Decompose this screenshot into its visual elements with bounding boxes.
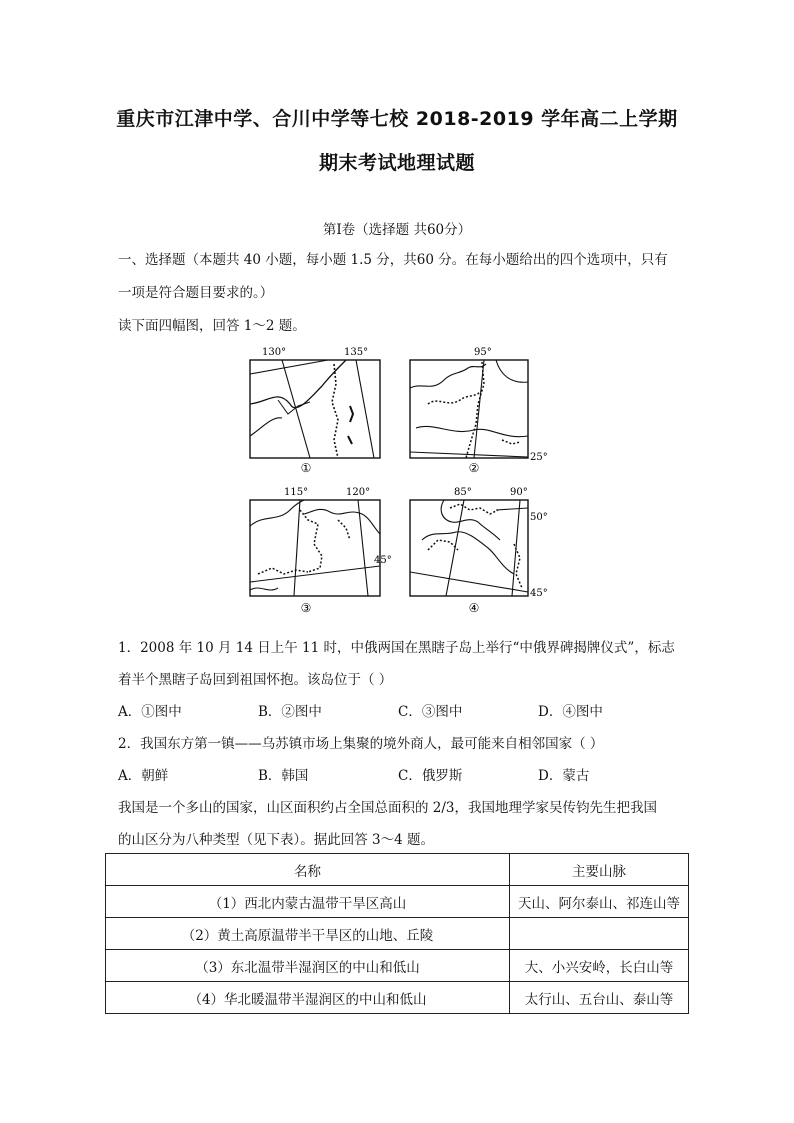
four-maps-figure bbox=[238, 344, 558, 624]
table-cell-mountains bbox=[510, 918, 689, 950]
map-4-label-b: 90° bbox=[510, 487, 528, 498]
exam-title-line1: 重庆市江津中学、合川中学等七校 2018-2019 学年高二上学期 bbox=[116, 108, 678, 130]
map-2-number: ② bbox=[468, 461, 480, 475]
map-4 bbox=[410, 487, 548, 615]
table-cell-name: （1）西北内蒙古温带干旱区高山 bbox=[106, 886, 510, 918]
option-a: A．朝鲜 bbox=[118, 768, 169, 784]
table-cell-name: （2）黄土高原温带半干旱区的山地、丘陵 bbox=[106, 918, 510, 950]
table-row bbox=[106, 982, 689, 1014]
map-3-label-b: 120° bbox=[346, 487, 371, 498]
map-2-label-b: 25° bbox=[530, 452, 548, 463]
table-header-mountains: 主要山脉 bbox=[510, 854, 689, 886]
map-3-number: ③ bbox=[300, 601, 312, 615]
map-1-number: ① bbox=[300, 461, 312, 475]
table-row bbox=[106, 950, 689, 982]
map-1-label-b: 135° bbox=[344, 347, 369, 358]
table-row bbox=[106, 886, 689, 918]
table-row bbox=[106, 918, 689, 950]
map-3 bbox=[250, 487, 392, 615]
table-cell-mountains: 天山、阿尔泰山、祁连山等 bbox=[510, 886, 689, 918]
instructions-line-1: 一、选择题（本题共 40 小题，每小题 1.5 分，共60 分。在每小题给出的四个选项中，只有 bbox=[118, 252, 668, 268]
table-cell-name: （3）东北温带半湿润区的中山和低山 bbox=[106, 950, 510, 982]
passage-line-2: 的山区分为八种类型（见下表）。据此回答 3～4 题。 bbox=[118, 832, 435, 848]
map-2 bbox=[410, 347, 548, 475]
table-cell-mountains: 太行山、五台山、泰山等 bbox=[510, 982, 689, 1014]
map-4-label-a: 85° bbox=[454, 487, 472, 498]
map-3-label-c: 45° bbox=[374, 555, 392, 566]
map-3-label-a: 115° bbox=[284, 487, 309, 498]
table-header-name: 名称 bbox=[106, 854, 510, 886]
option-d: D．蒙古 bbox=[538, 768, 590, 784]
option-c: C．③图中 bbox=[398, 704, 463, 720]
option-a: A．①图中 bbox=[118, 704, 182, 720]
option-b: B．韩国 bbox=[258, 768, 309, 784]
instructions-line-2: 一项是符合题目要求的。） bbox=[118, 285, 274, 301]
exam-title-line2: 期末考试地理试题 bbox=[318, 152, 475, 174]
question-1-stem-line1: 1．2008 年 10 月 14 日上午 11 时，中俄两国在黑瞎子岛上举行“中俄界碑揭牌仪式”，标志 bbox=[118, 640, 675, 656]
option-d: D．④图中 bbox=[538, 704, 603, 720]
section-heading: 第Ⅰ卷（选择题 共60分） bbox=[322, 222, 472, 238]
map-1 bbox=[250, 347, 380, 475]
map-2-label-a: 95° bbox=[474, 347, 492, 358]
map-4-number: ④ bbox=[468, 601, 480, 615]
table-header-row bbox=[106, 854, 689, 886]
table-cell-mountains: 大、小兴安岭，长白山等 bbox=[510, 950, 689, 982]
option-b: B．②图中 bbox=[258, 704, 322, 720]
question-1-stem-line2: 着半个黑瞎子岛回到祖国怀抱。该岛位于（ ） bbox=[118, 672, 393, 688]
passage-line-1: 我国是一个多山的国家，山区面积约占全国总面积的 2/3，我国地理学家吴传钧先生把我国 bbox=[118, 800, 658, 816]
question-2-stem: 2．我国东方第一镇——乌苏镇市场上集聚的境外商人，最可能来自相邻国家（ ） bbox=[118, 736, 604, 752]
lead-in-text: 读下面四幅图，回答 1～2 题。 bbox=[118, 318, 306, 334]
table-cell-name: （4）华北暖温带半湿润区的中山和低山 bbox=[106, 982, 510, 1014]
map-1-label-a: 130° bbox=[262, 347, 287, 358]
option-c: C．俄罗斯 bbox=[398, 768, 463, 784]
map-4-label-c: 50° bbox=[530, 512, 548, 523]
map-4-label-d: 45° bbox=[530, 588, 548, 599]
mountain-region-table bbox=[105, 853, 689, 1014]
